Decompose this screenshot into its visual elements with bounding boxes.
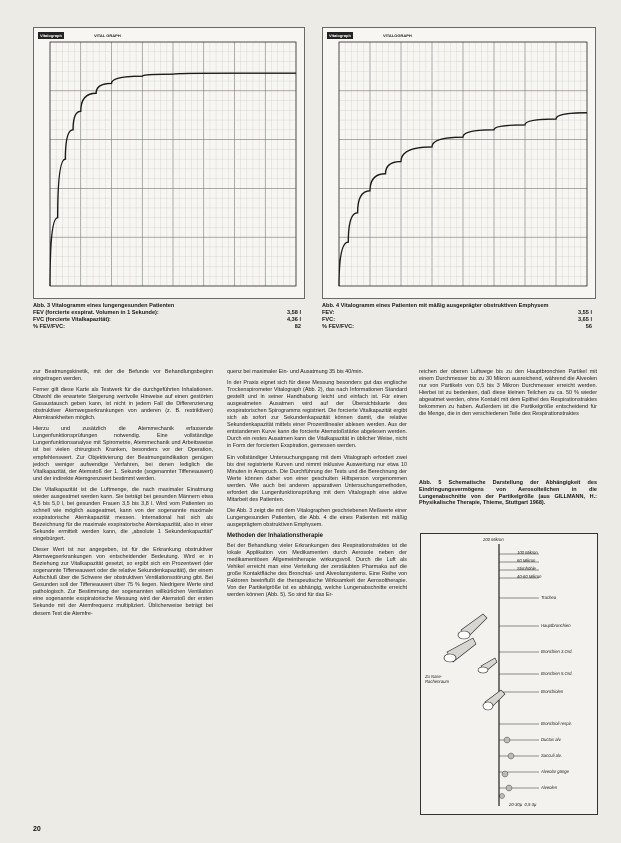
paragraph: reichen der oberen Luftwege bis zu den Hauptbronchien Partikel mit einem Durchmesser bis zu 30 Mikron ausreichend, während die Alveolen nur von Partikeln von 0,5 bis 3 Mikron Durchmesser erreicht werden. Hierbei ist zu bedenken, daß diese kleinen Teilchen zu ca. 50 % wieder abgeatmet werden, ohne Kontakt mit dem Epithel des Respirationstraktes bekommen zu haben. Außerdem ist die Partikelgröße entscheidend für die Menge, die in den verschiedenen Teile des Respirationstraktes [419,369,597,418]
paragraph: Die Vitalkapazität ist die Luftmenge, die nach maximaler Einatmung wieder ausgeatmet werden kann. Sie beträgt bei gesunden Männern etwa 4,5 bis 5,0 l, bei gesunden Frauen 3,5 bis 3,8 l. Wird vom Patienten so schnell wie möglich ausgeatmet, kann von der sogenannte maximale exspiratorische Atemkapazität messen. International hat sich als Bezeichnung für die maximale exspiratorische Atemkapazität, also in einer Sekunde ermittelt werden kann, die „absolute 1 Sekundenkapazität" eingebürgert. [33,486,213,543]
paragraph: quenz bei maximaler Ein- und Ausatmung 35 bis 40/min. [227,369,364,375]
paragraph: Die Abb. 3 zeigt die mit dem Vitalographen geschriebenen Meßwerte einer Lungengesunden Patienten, die Abb. 4 die eines Patienten mit mäßig ausgeprägtem obstruktiven Emphysem. [227,507,407,528]
caption-abb5: Abb. 5 Schematische Darstellung der Abhängigkeit des Eindringungsvermögens von Aerosolteilchen in die Lungenabschnitte von der Partikelgröße (aus GILLMANN, H.: Physikalische Therapie, Thieme, Stuttgart 1968). [419,480,597,507]
paragraph: Dieser Wert ist nur angegeben, ist für die Erkrankung obstruktiver Atemwegserkrankungen von entscheidender Bedeutung. Wird er in Beziehung zur Vitalkapazität gesetzt, so ergibt sich ein Prozentwert (der sogenannte Tiffeneauwert oder die relative Sekundenkapazität), der einem Aufschluß über die Schwere der obstruktiven Ventilationsstörung gibt. Bei Gesunden soll der Tiffeneauwert über 75 % liegen. Niedrigere Werte sind pathologisch. Zur Bestimmung der sogenannten willkürlichen Ventilation eine sogenannte exspiratorische Messung wird der Atemstoß der ersten Sekunde mit der Atemfrequenz multipliziert. Üblicherweise beträgt bei diesem Test die Atemfre- [33,547,213,617]
diagram-label: 20-30µ 0,5-3µ [509,802,537,807]
page-number: 20 [33,826,41,833]
diagram-label: Bronchiolen [541,689,564,694]
diagram-label: 60 Mikron [517,558,536,563]
aerosol-diagram [420,533,598,815]
caption-abb3-row: % FEV/FVC: 82 [33,323,301,330]
diagram-label: Trachea [541,595,557,600]
caption-abb4 [322,303,592,331]
chart-grid [339,42,587,286]
paragraph: Ein vollständiger Untersuchungsgang mit dem Vitalograph erfordert zwei bis drei registrierte Kurven und nimmt inklusive Auswertung nur etwa 10 Minuten in Anspruch. Die Durchführung der Tests und die Berechnung der Werte können daher von einer geschulten Hilfsperson vorgenommen werden. Wie auch bei anderen apparativen Untersuchungsmethoden, erfordert die Lungenfunktionsprüfung mit dem Vitalograph eine aktive Mitarbeit des Patienten. [227,454,407,503]
diagram-label: Bronchien 5.Ord. [541,671,573,676]
diagram-label: Bronchioli respir. [541,721,573,726]
paragraph: Hierzu und zusätzlich die Atemmechanik erfassende Lungenfunktionsprüfungen notwendig. Eine vollständige Lungenfunktionsanalyse mit Spirometrie, Atemmechanik und Arbeitsweise ist bei vielen chirurgisch Kranken, besonders vor der Operation, empfehlenswert. Zur Objektivierung der Beatmungsindikation genügen jedoch weniger aufwendige Verfahren, bei denen lediglich die Vitalkapazität, der Atemstoß der 1. Sekunde (sogenannter Tiffeneauwert) und der indirekte Atemgrenzwert bestimmt werden. [33,426,213,482]
diagram-label: Hauptbronchien [541,623,571,628]
caption-abb3-row: FEV (forcierte exspirat. Volumen in 1 Sekunde): 3,58 l [33,309,301,316]
chart-grid [50,42,296,286]
chart-header-right: VITALOGRAPH [383,33,412,38]
vitalogram-right [322,27,596,299]
vitalogram-right-chart [323,28,595,298]
diagram-side-note: Zu Nase- Rachenraum [425,674,449,684]
caption-abb4-title: Abb. 4 Vitalogramm eines Patienten mit mäßig ausgeprägter obstruktiven Emphysem [322,303,549,309]
chart-header-left: VITAL GRAPH [94,33,121,38]
paragraph: In der Praxis eignet sich für diese Messung besonders gut das englische Trockenspirometer Vitalograph (Abb. 2), das nach Informationen Standard gestellt und in seiner Handhabung leicht und einfach ist. Für einen ausgeatmeten Ausatmen wird auf der Übersichtskarte des exspiratorischen Spirogramms registriert. Die forcierte Vitalkapazität ergibt sich ab sofort zur Sekundenkapazität können damit, die relative Sekundenkapazität mittels einer Prozentlinealer ablesen werden. Aus der entstandenen Kurve kann die forcierte Atemstoßstärke abgelesen werden. Durch ein restes Ausatmen kann die Vitalkapazität in üblicher Weise, nicht in Form der forcierten Exspiration, gemessen werden. [227,380,407,450]
diagram-label: Alveolar gänge [541,769,569,774]
text-column-2 [227,369,407,814]
paragraph: Ferner gilt diese Karte als Testwerk für die durchgeführten Inhalationen. Obwohl die erwartete Steigerung wertvolle Hinweise auf einen gestörten Gasaustausch geben kann, ist nicht in jedem Fall die Differenzierung obstruktiver Atemwegserkrankungen von anderen (z. B. restriktiven) Atemkrankheiten möglich. [33,387,213,422]
logo-right: Vitalograph [329,33,351,38]
caption-abb4-row: % FEV/FVC: 56 [322,323,592,330]
section-heading: Methoden der Inhalationstherapie [227,532,324,539]
diagram-label: Bronchien 3.Ord. [541,649,573,654]
diagram-label: 100 Mikron [517,550,538,555]
caption-abb3 [33,303,301,331]
diagram-label: Ductus alv. [541,737,562,742]
diagram-label: 200 Mikron [483,537,504,542]
caption-abb3-title: Abb. 3 Vitalogramm eines lungengesunden Patienten [33,303,175,309]
vitalogram-left [33,27,305,299]
vitalogram-left-chart [34,28,304,298]
text-column-1 [33,369,213,814]
paragraph: zur Beatmungskinetik, mit der die Befunde vor Behandlungsbeginn eingetragen werden. [33,369,213,383]
diagram-label: 40-60 Mikron [517,574,542,579]
logo-left: Vitalograph [40,33,62,38]
caption-abb4-row: FVC: 3,65 l [322,316,592,323]
diagram-label: Stirnhöhle [517,566,536,571]
diagram-label: Alveolen [541,785,558,790]
diagram-label: Sacculi alv. [541,753,562,758]
caption-abb4-row: FEV: 3,55 l [322,309,592,316]
paragraph: Bei der Behandlung vieler Erkrankungen des Respirationstraktes ist die lokale Applikation von Medikamenten durch Aerosole neben der medikamentösen Allgemeintherapie wirkungsvoll. Durch die Luft als Vehikel erreicht man eine Verteilung der zerstäubten Pharmaka auf die große Kontaktfläche des Bronchial- und Alveolarsystems. Eine Reihe von Faktoren beeinflußt die therapeutische Wirksamkeit der Aerosoltherapie. Von der Partikelgröße ist es abhängig, welche Lungenabschnitte erreicht werden können (Abb. 5). So sind für das Er- [227,543,407,599]
caption-abb3-row: FVC (forcierte Vitalkapazität): 4,36 l [33,316,301,323]
text-column-3 [419,369,597,422]
